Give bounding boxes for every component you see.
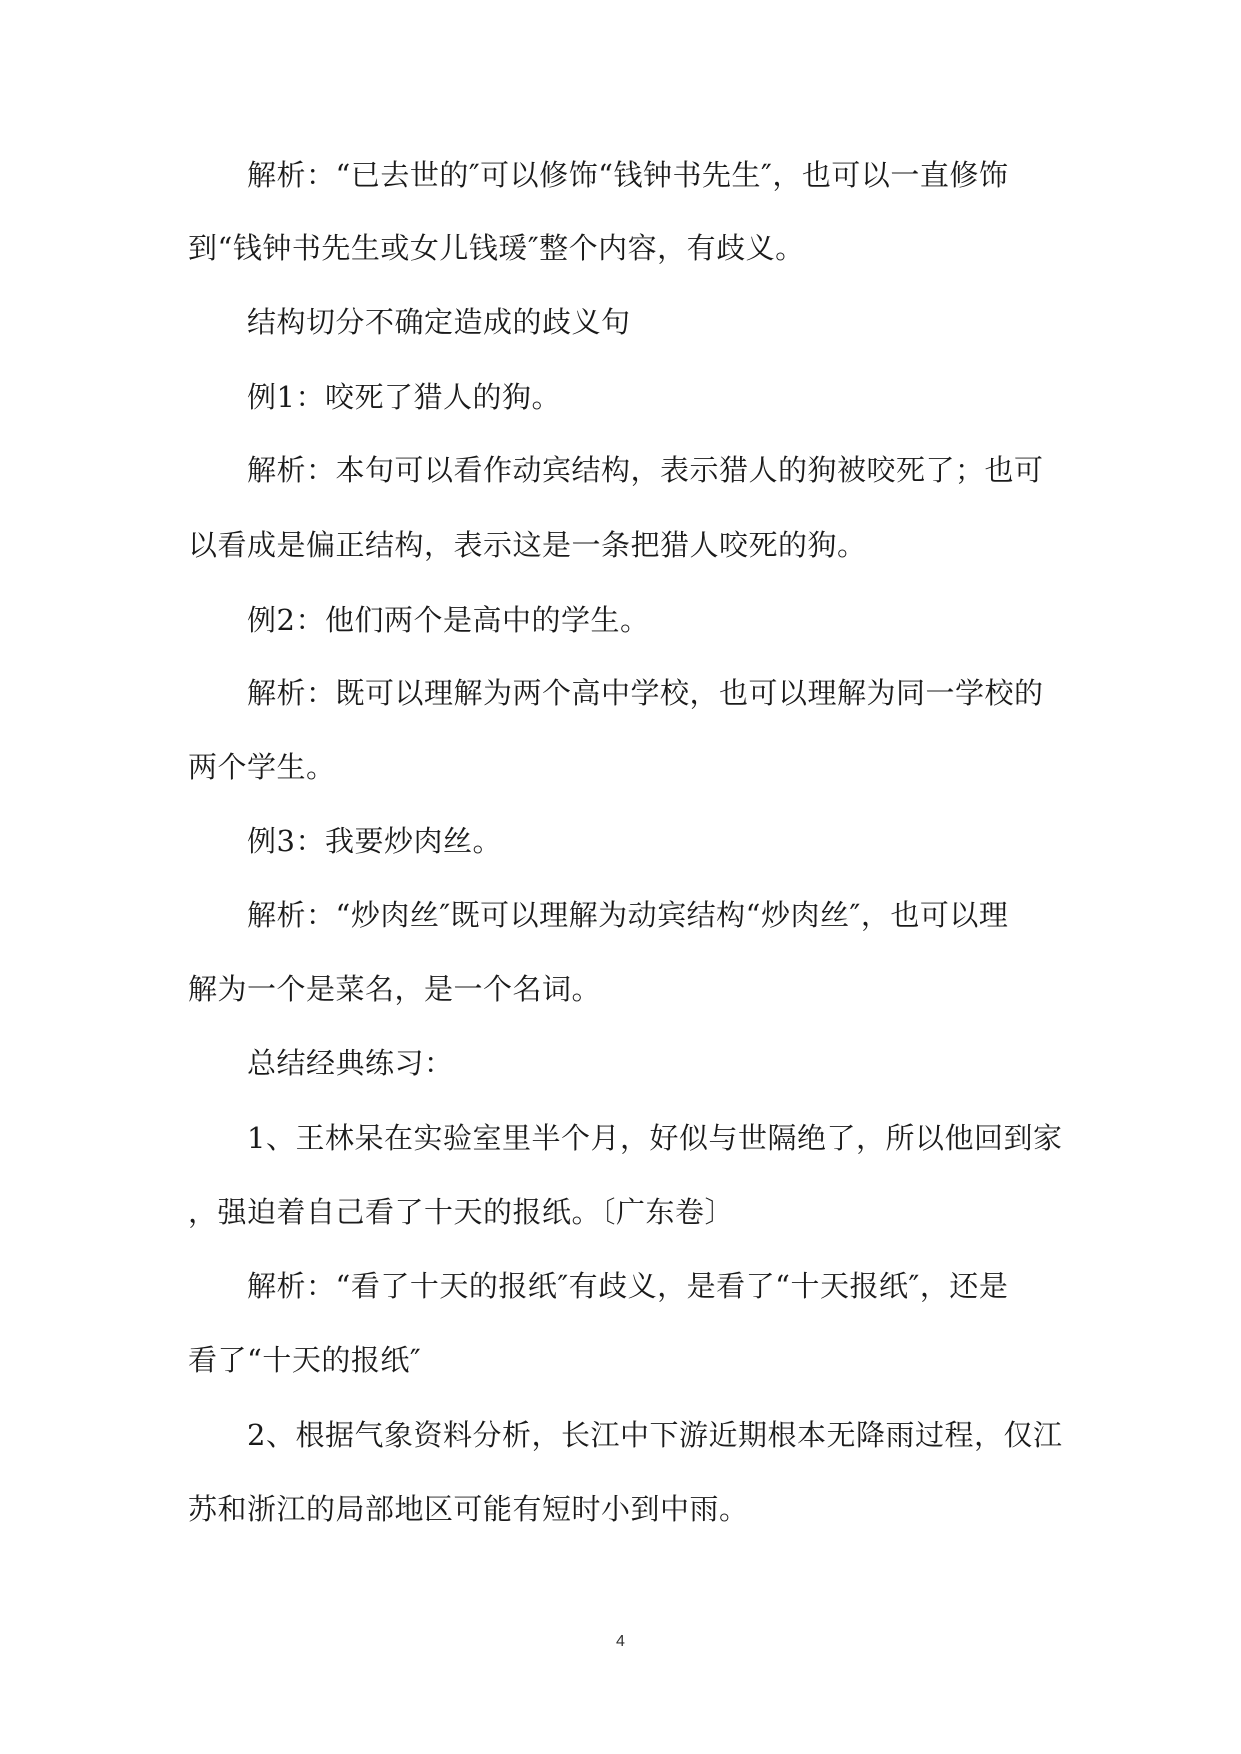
text-line-9: 两个学生。 bbox=[188, 750, 336, 784]
text-line-12: 解为一个是菜名，是一个名词。 bbox=[188, 972, 602, 1006]
section-heading: 结构切分不确定造成的歧义句 bbox=[247, 305, 631, 339]
summary-heading: 总结经典练习： bbox=[247, 1046, 454, 1080]
text-line-11: 解析：“炒肉丝″既可以理解为动宾结构“炒肉丝″，也可以理 bbox=[247, 898, 1009, 932]
text-line-19: 苏和浙江的局部地区可能有短时小到中雨。 bbox=[188, 1492, 749, 1526]
text-line-1: 解析：“已去世的″可以修饰“钱钟书先生″，也可以一直修饰 bbox=[247, 158, 1009, 192]
text-line-5: 解析：本句可以看作动宾结构，表示猎人的狗被咬死了；也可 bbox=[247, 453, 1044, 487]
text-line-8: 解析：既可以理解为两个高中学校，也可以理解为同一学校的 bbox=[247, 676, 1044, 710]
text-line-16: 解析：“看了十天的报纸″有歧义，是看了“十天报纸″，还是 bbox=[247, 1269, 1009, 1303]
exercise-1: 1、王林呆在实验室里半个月，好似与世隔绝了，所以他回到家 bbox=[247, 1121, 1063, 1155]
example-1: 例1：咬死了猎人的狗。 bbox=[247, 380, 561, 414]
exercise-2: 2、根据气象资料分析，长江中下游近期根本无降雨过程，仅江 bbox=[247, 1418, 1063, 1452]
example-3: 例3：我要炒肉丝。 bbox=[247, 824, 502, 858]
text-line-6: 以看成是偏正结构，表示这是一条把猎人咬死的狗。 bbox=[188, 528, 867, 562]
text-line-2: 到“钱钟书先生或女儿钱瑗″整个内容，有歧义。 bbox=[188, 231, 805, 265]
text-line-17: 看了“十天的报纸″ bbox=[188, 1343, 422, 1377]
example-2: 例2：他们两个是高中的学生。 bbox=[247, 603, 650, 637]
text-line-15: ，强迫着自己看了十天的报纸。〔广东卷〕 bbox=[188, 1195, 735, 1229]
page-number: 4 bbox=[616, 1633, 625, 1650]
